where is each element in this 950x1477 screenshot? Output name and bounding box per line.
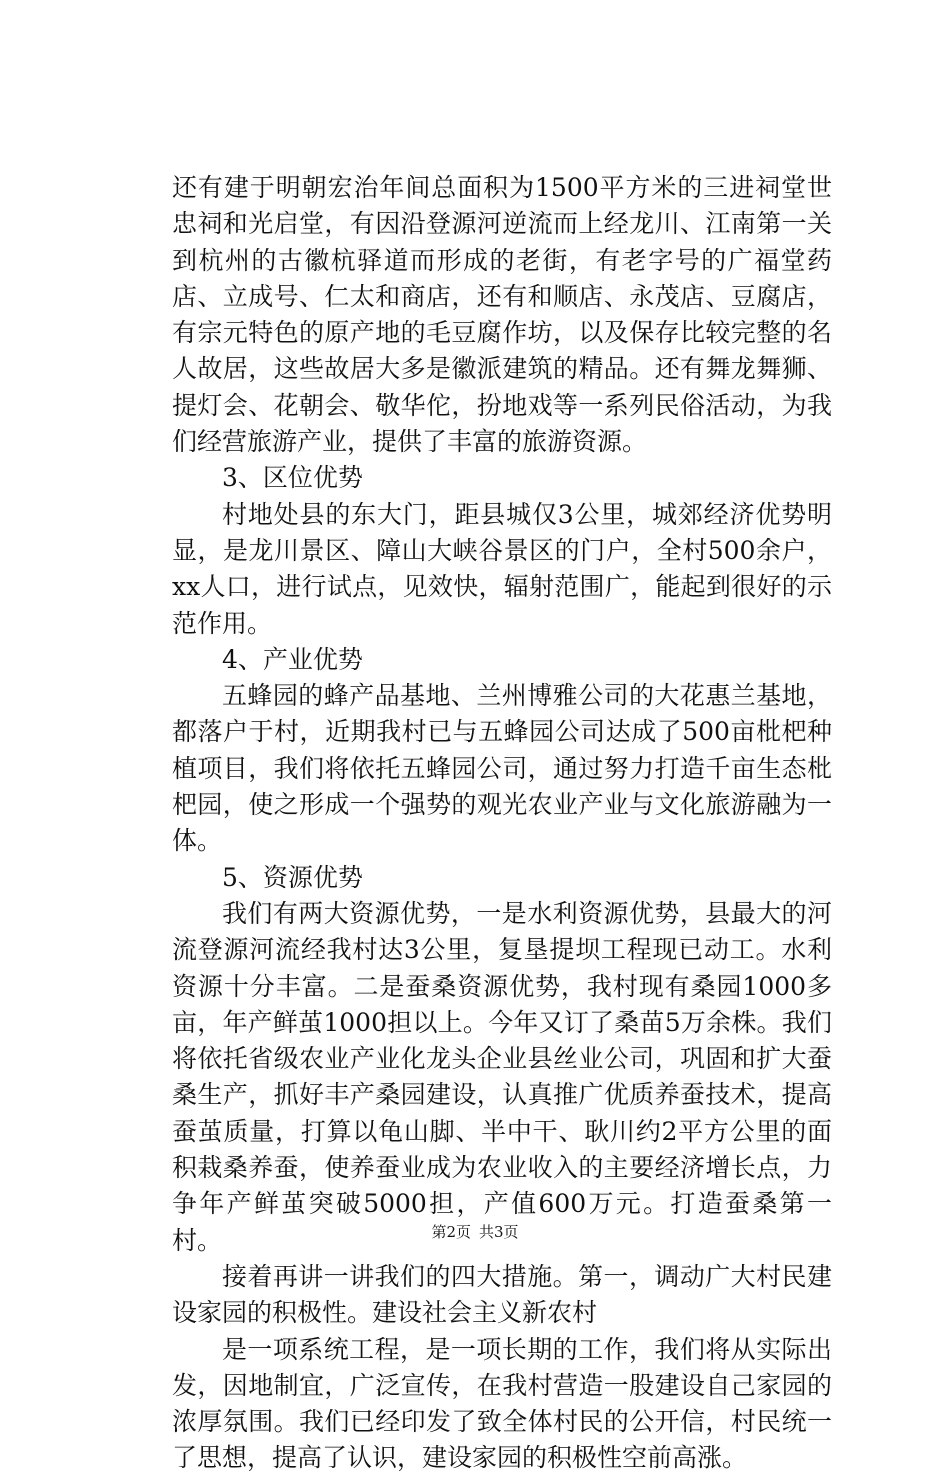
- page-total: 共3页: [479, 1223, 519, 1241]
- section-heading-location: 3、区位优势: [222, 463, 363, 493]
- paragraph-measures-intro: 接着再讲一讲我们的四大措施。第一，调动广大村民建设家园的积极性。建设社会主义新农村: [172, 1261, 832, 1328]
- page-number: 第2页: [431, 1223, 471, 1241]
- paragraph-location: 村地处县的东大门，距县城仅3公里，城郊经济优势明显，是龙川景区、障山大峡谷景区的门户，全村500余户，xx人口，进行试点，见效快，辐射范围广，能起到很好的示范作用。: [172, 499, 832, 638]
- paragraph-measures-detail: 是一项系统工程，是一项长期的工作，我们将从实际出发，因地制宜，广泛宣传，在我村营造一股建设自己家园的浓厚氛围。我们已经印发了致全体村民的公开信，村民统一了思想，提高了认识，建设家园的积极性空前高涨。: [172, 1334, 832, 1473]
- paragraph-industry: 五蜂园的蜂产品基地、兰州博雅公司的大花惠兰基地，都落户于村，近期我村已与五蜂园公司达成了500亩枇杷种植项目，我们将依托五蜂园公司，通过努力打造千亩生态枇杷园，使之形成一个强势的观光农业产业与文化旅游融为一体。: [172, 681, 832, 856]
- section-heading-industry: 4、产业优势: [222, 644, 363, 674]
- document-body: [172, 170, 832, 1477]
- page-footer: [0, 1222, 950, 1242]
- paragraph-resources: 我们有两大资源优势，一是水利资源优势，县最大的河流登源河流经我村达3公里，复垦提坝工程现已动工。水利资源十分丰富。二是蚕桑资源优势，我村现有桑园1000多亩，年产鲜茧1000担以上。今年又订了桑苗5万余株。我们将依托省级农业产业化龙头企业县丝业公司，巩固和扩大蚕桑生产，抓好丰产桑园建设，认真推广优质养蚕技术，提高蚕茧质量，打算以龟山脚、半中干、耿川约2平方公里的面积栽桑养蚕，使养蚕业成为农业收入的主要经济增长点，力争年产鲜茧突破5000担，产值600万元。打造蚕桑第一村。: [172, 898, 832, 1255]
- paragraph-1: 还有建于明朝宏治年间总面积为1500平方米的三进祠堂世忠祠和光启堂，有因沿登源河逆流而上经龙川、江南第一关到杭州的古徽杭驿道而形成的老街，有老字号的广福堂药店、立成号、仁太和商店，还有和顺店、永茂店、豆腐店，有宗元特色的原产地的毛豆腐作坊，以及保存比较完整的名人故居，这些故居大多是徽派建筑的精品。还有舞龙舞狮、提灯会、花朝会、敬华佗，扮地戏等一系列民俗活动，为我们经营旅游产业，提供了丰富的旅游资源。: [172, 173, 832, 457]
- section-heading-resources: 5、资源优势: [222, 862, 363, 892]
